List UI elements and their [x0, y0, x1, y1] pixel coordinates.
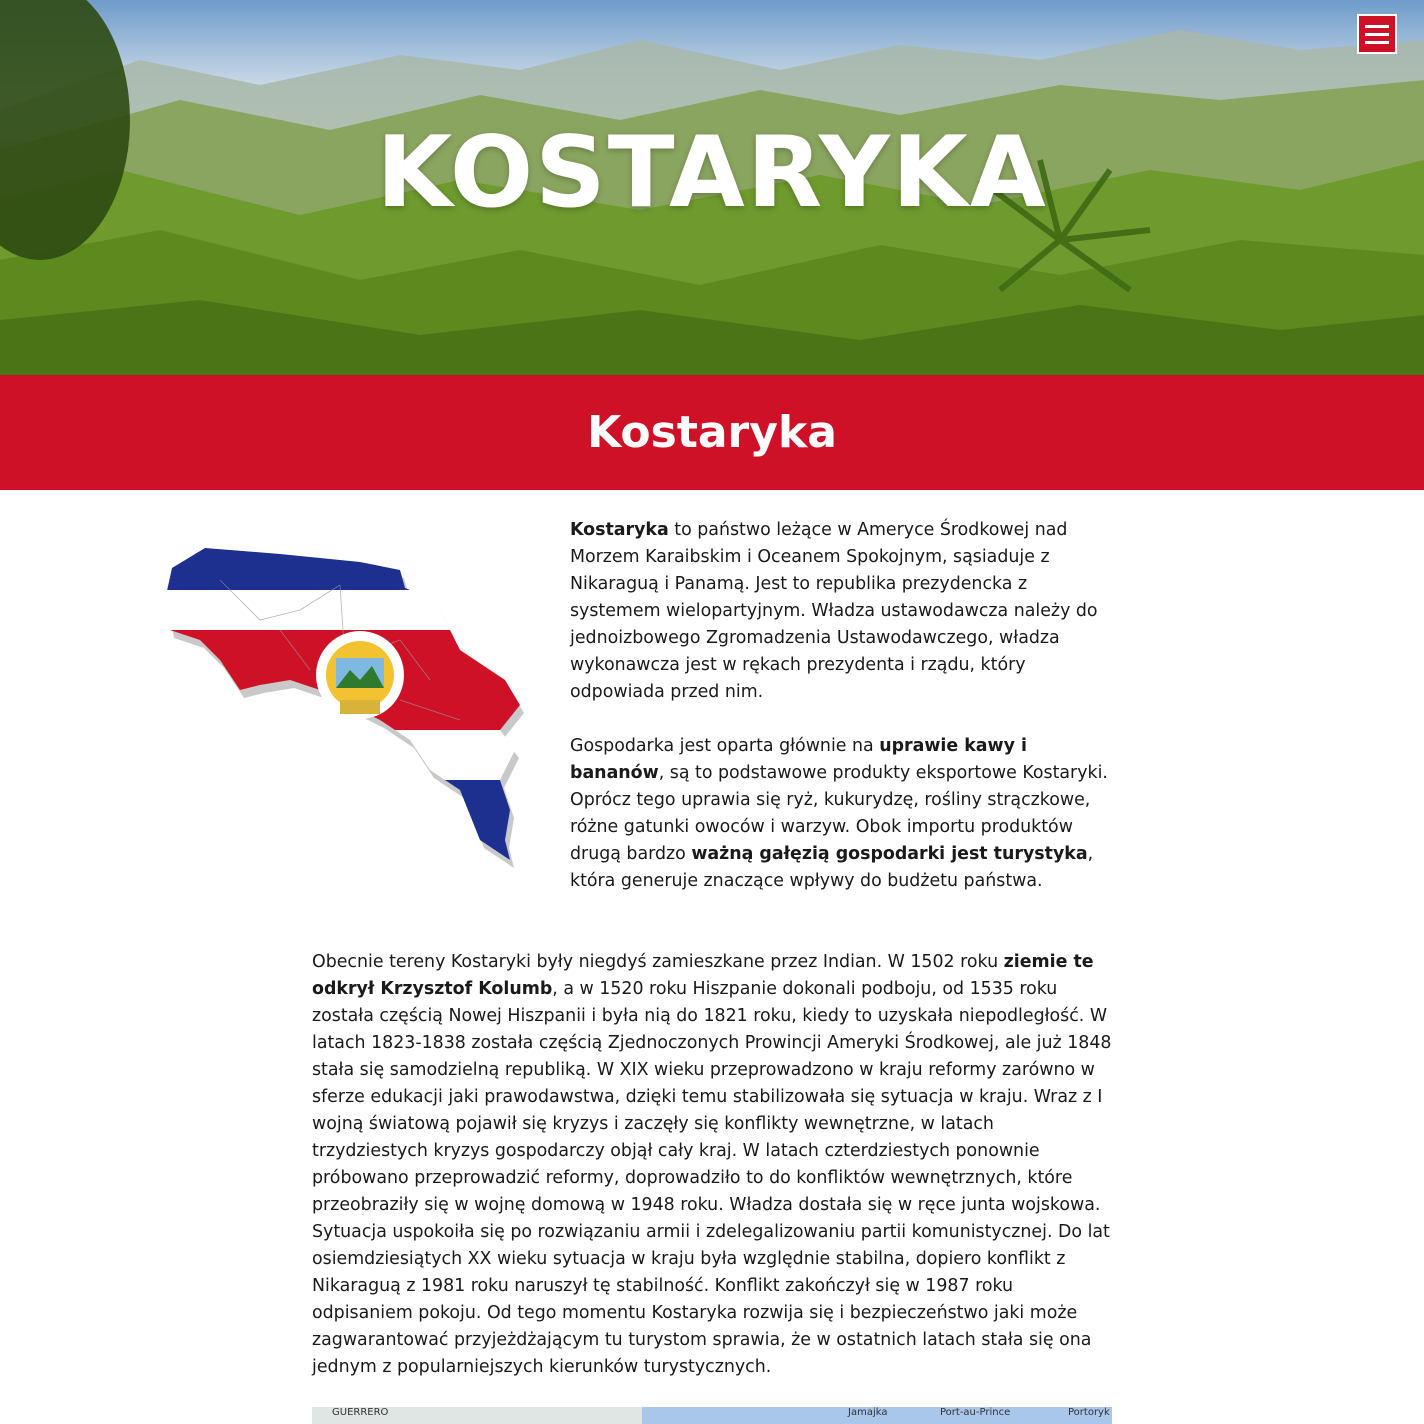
intro-paragraph: Kostaryka to państwo leżące w Ameryce Środkowej nad Morzem Karaibskim i Oceanem Spokojnym, sąsiaduje z Nikaraguą i Panamą. Jest to republika prezydencka z systemem wielopartyjnym. Władza ustawodawcza należy do jednoizbowego Zgromadzenia Ustawodawczego, władza wykonawcza jest w rękach prezydenta i rządu, który odpowiada przed nim. — [570, 520, 1098, 702]
history-paragraph: Obecnie tereny Kostaryki były niegdyś zamieszkane przez Indian. W 1502 roku ziemie te odkrył Krzysztof Kolumb, a w 1520 roku Hiszpanie dokonali podboju, od 1535 roku została częścią Nowej Hiszpanii i była nią do 1821 roku, kiedy to uzyskała niepodległość. W latach 1823-1838 została częścią Zjednoczonych Prowincji Ameryki Środkowej, ale już 1848 stała się samodzielną republiką. W XIX wieku przeprowadzono w kraju reformy zarówno w sferze edukacji jaki prawodawstwa, dzięki temu stabilizowała się sytuacja w kraju. Wraz z I wojną światową pojawił się kryzys i zaczęły się konflikty wewnętrzne, w latach trzydziestych kryzys gospodarczy objął cały kraj. W latach czterdziestych ponownie próbowano przeprowadzić reformy, doprowadziło to do konfliktów wewnętrznych, które przeobraziły się w wojnę domową w 1948 roku. Władza dostała się w ręce junta wojskowa. Sytuacja uspokoiła się po rozwiązaniu armii i zdelegalizowaniu partii komunistycznej. Do lat osiemdziesiątych XX wieku sytuacja w kraju była względnie stabilna, dopiero konflikt z Nikaraguą z 1981 roku naruszył tę stabilność. Konflikt zakończył się w 1987 roku odpisaniem pokoju. Od tego momentu Kostaryka rozwija się i bezpieczeństwo jaki może zagwarantować przyjeżdżającym tu turystom sprawia, że w ostatnich latach stała się ona jednym z popularniejszych kierunków turystycznych. — [312, 952, 1112, 1377]
page-heading: Kostaryka — [587, 407, 837, 458]
economy-paragraph: Gospodarka jest oparta głównie na uprawie kawy i bananów, są to podstawowe produkty eksportowe Kostaryki. Oprócz tego uprawia się ryż, kukurydzę, rośliny strączkowe, różne gatunki owoców i warzyw. Obok importu produktów drugą bardzo ważną gałęzią gospodarki jest turystyka, która generuje znaczące wpływy do budżetu państwa. — [570, 736, 1108, 891]
coat-of-arms-icon — [316, 631, 404, 719]
menu-button[interactable] — [1357, 14, 1397, 54]
map-label: GUERRERO — [332, 1407, 389, 1418]
emphasis-text: Kostaryka — [570, 520, 669, 540]
section-header-band — [0, 375, 1424, 490]
map-label: Portoryk — [1068, 1407, 1110, 1418]
history-section — [312, 949, 1112, 1408]
emphasis-text: ziemie te odkrył Krzysztof Kolumb — [312, 952, 1094, 999]
map-label: Jamajka — [848, 1407, 888, 1418]
hero-banner — [0, 0, 1424, 375]
map-label: Port-au-Prince — [940, 1407, 1011, 1418]
costa-rica-flag-map-image — [160, 540, 530, 870]
embedded-map[interactable] — [312, 1407, 1112, 1424]
emphasis-text: uprawie kawy i bananów — [570, 736, 1027, 783]
hamburger-menu-icon — [1365, 25, 1389, 28]
emphasis-text: ważną gałęzią gospodarki jest turystyka — [691, 844, 1088, 864]
hero-title: KOSTARYKA — [376, 116, 1048, 230]
intro-section — [570, 517, 1115, 922]
